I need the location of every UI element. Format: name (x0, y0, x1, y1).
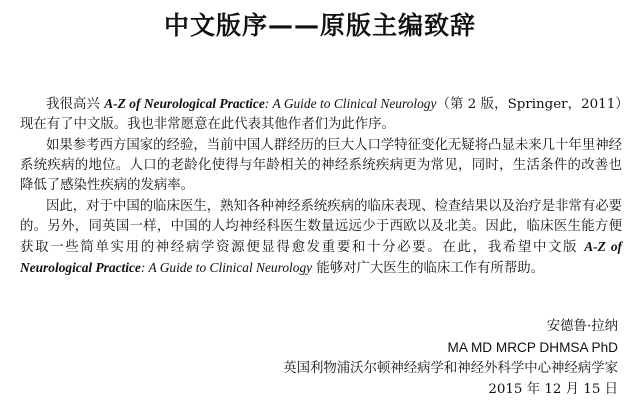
book-title-subtitle: : A Guide to Clinical Neurology (264, 96, 437, 111)
signature-name: 安德鲁·拉纳 (546, 319, 618, 334)
signature-affiliation: 英国利物浦沃尔顿神经病学和神经外科学中心神经病学家 (283, 361, 618, 376)
signature-block (283, 316, 618, 400)
book-title-main: A-Z of Neurological Practice (104, 96, 265, 111)
book-title (104, 96, 436, 111)
book-title-subtitle: : A Guide to Clinical Neurology (140, 260, 313, 275)
paragraph-3-pre: 因此，对于中国的临床医生，熟知各种神经系统疾病的临床表现、检查结果以及治疗是非常有必要的。另外，同英国一样，中国的人均神经科医生数量远远少于西欧以及北美。因此，临床医生能方便获取一些简单实用的神经病学资源便显得愈发重要和十分必要。在此，我希望中文版 (20, 199, 622, 255)
book-title-main: A-Z of Neurological Practice (20, 239, 622, 275)
signature-date: 2015 年 12 月 15 日 (488, 382, 618, 397)
paragraph-3 (20, 197, 622, 279)
paragraph-2: 如果参考西方国家的经验，当前中国人群经历的巨大人口学特征变化无疑将凸显未来几十年里神经系统疾病的地位。人口的老龄化使得与年龄相关的神经系统疾病更为常见，同时，生活条件的改善也降低了感染性疾病的发病率。 (20, 138, 622, 193)
paragraph-1-post: （第 2 版，Springer，2011）现在有了中文版。我也非常愿意在此代表其他作者们为此作序。 (20, 97, 622, 132)
signature-credentials: MA MD MRCP DHMSA PhD (447, 340, 618, 355)
paragraph-3-post: 能够对广大医生的临床工作有所帮助。 (312, 261, 544, 276)
preface-body (20, 94, 622, 280)
paragraph-1-pre: 我很高兴 (46, 97, 105, 112)
paragraph-1 (20, 94, 622, 135)
page-title: 中文版序——原版主编致辞 (163, 11, 476, 40)
